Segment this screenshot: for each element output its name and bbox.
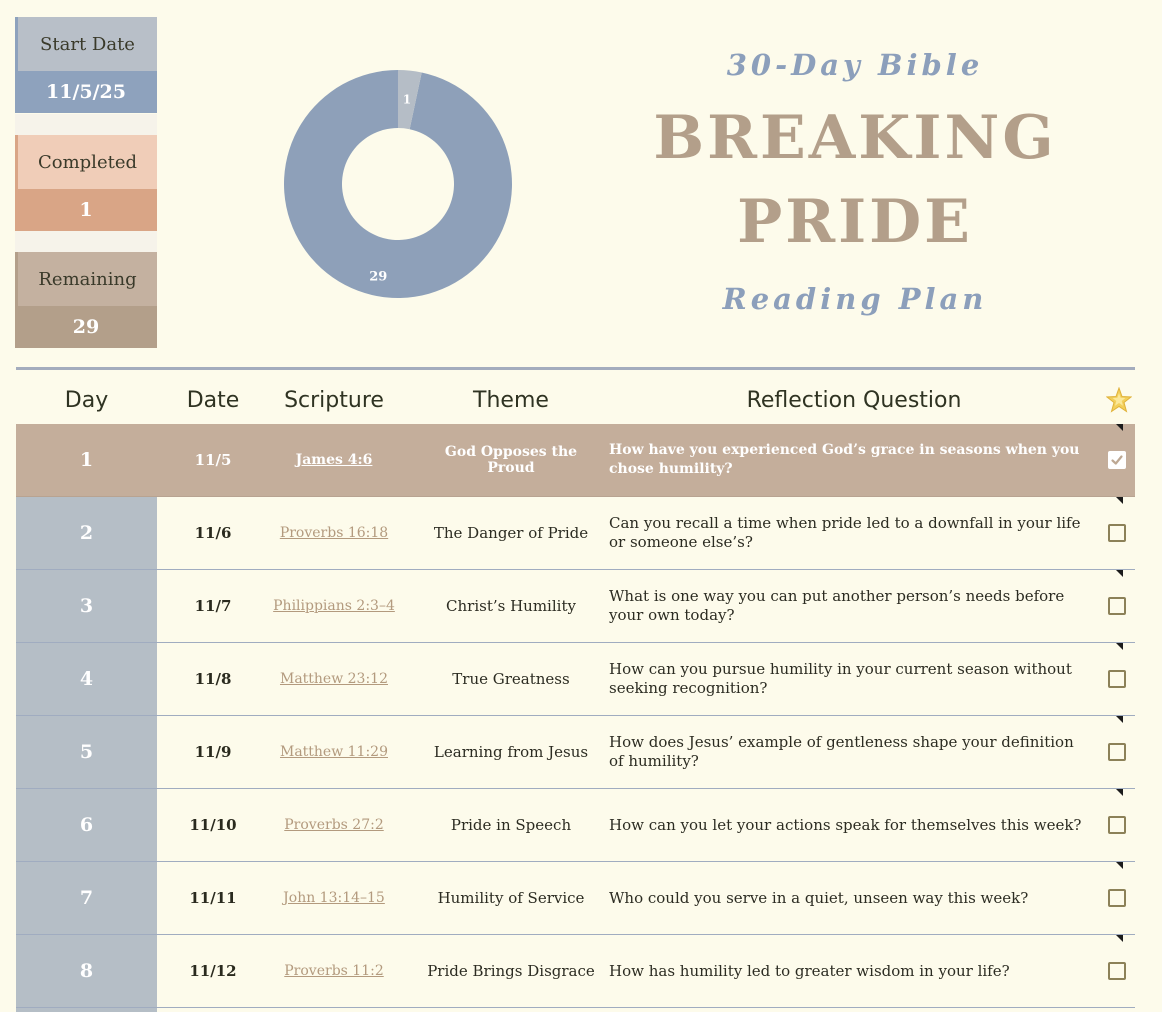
completion-checkbox[interactable]: [1108, 524, 1126, 542]
start-date-value[interactable]: 11/5/25: [15, 71, 157, 113]
progress-donut-chart: [283, 69, 513, 299]
day-cell: 8: [16, 935, 157, 1007]
start-date-label: Start Date: [15, 17, 157, 71]
checkbox-cell: [1099, 424, 1135, 496]
theme-cell: The Danger of Pride: [433, 524, 589, 542]
title-line-1: 30-Day Bible: [726, 48, 984, 82]
day-cell: 3: [16, 570, 157, 642]
table-row: [16, 716, 1135, 789]
card-spacer: [15, 114, 157, 135]
remaining-label: Remaining: [15, 252, 157, 306]
column-header-day: Day: [64, 387, 109, 413]
checkbox-cell: [1099, 643, 1135, 715]
completion-checkbox[interactable]: [1108, 670, 1126, 688]
table-row: [16, 935, 1135, 1008]
day-cell: 4: [16, 643, 157, 715]
donut-label-remaining: 29: [369, 269, 388, 285]
column-header-reflection: Reflection Question: [746, 387, 962, 413]
next-row-day-cell: [16, 1008, 157, 1012]
reflection-question-cell: How has humility led to greater wisdom in your life?: [609, 961, 1010, 980]
completion-checkbox[interactable]: [1108, 743, 1126, 761]
reflection-question-cell: How can you pursue humility in your current season without seeking recognition?: [609, 660, 1072, 697]
day-cell: 7: [16, 862, 157, 934]
checkbox-cell: [1099, 789, 1135, 861]
star-icon: [1106, 387, 1132, 413]
scripture-link[interactable]: Matthew 11:29: [279, 744, 388, 760]
table-row: [16, 424, 1135, 497]
checkbox-cell: [1099, 862, 1135, 934]
scripture-link[interactable]: Proverbs 11:2: [284, 963, 384, 979]
table-row: [16, 570, 1135, 643]
column-header-scripture: Scripture: [284, 387, 384, 413]
theme-cell: Learning from Jesus: [433, 743, 589, 761]
completion-checkbox[interactable]: [1108, 597, 1126, 615]
table-row: [16, 497, 1135, 570]
scripture-link[interactable]: James 4:6: [295, 452, 373, 468]
remaining-value: 29: [15, 306, 157, 348]
checkbox-cell: [1099, 716, 1135, 788]
completion-checkbox[interactable]: [1108, 962, 1126, 980]
date-cell: 11/11: [189, 889, 237, 907]
theme-cell: Christ’s Humility: [446, 597, 576, 615]
checkbox-cell: [1099, 497, 1135, 569]
date-cell: 11/6: [194, 524, 232, 542]
theme-cell: Humility of Service: [437, 889, 585, 907]
completion-checkbox[interactable]: [1108, 451, 1126, 469]
reflection-question-cell: What is one way you can put another person’s needs before your own today?: [609, 587, 1065, 624]
title-line-4: Reading Plan: [722, 282, 988, 316]
date-cell: 11/8: [194, 670, 232, 688]
date-cell: 11/5: [194, 451, 232, 469]
reflection-question-cell: Can you recall a time when pride led to a downfall in your life or someone else’s?: [609, 514, 1081, 551]
scripture-link[interactable]: Matthew 23:12: [279, 671, 388, 687]
checkmark-icon: [1110, 453, 1124, 467]
date-cell: 11/12: [189, 962, 237, 980]
remaining-card: [15, 252, 157, 348]
day-cell: 2: [16, 497, 157, 569]
reflection-question-cell: Who could you serve in a quiet, unseen way this week?: [609, 888, 1029, 907]
theme-cell: True Greatness: [452, 670, 570, 688]
reflection-question-cell: How have you experienced God’s grace in seasons when you chose humility?: [609, 442, 1080, 477]
card-spacer: [15, 231, 157, 252]
scripture-link[interactable]: Proverbs 27:2: [284, 817, 384, 833]
date-cell: 11/9: [194, 743, 232, 761]
completion-checkbox[interactable]: [1108, 816, 1126, 834]
donut-label-completed: 1: [402, 92, 412, 107]
table-row: [16, 643, 1135, 716]
date-cell: 11/7: [194, 597, 232, 615]
scripture-link[interactable]: John 13:14–15: [283, 890, 385, 906]
completed-label: Completed: [15, 135, 157, 189]
checkbox-cell: [1099, 570, 1135, 642]
checkbox-cell: [1099, 935, 1135, 1007]
completed-value: 1: [15, 189, 157, 231]
day-cell: 5: [16, 716, 157, 788]
completion-checkbox[interactable]: [1108, 889, 1126, 907]
completed-card: [15, 135, 157, 231]
theme-cell: Pride Brings Disgrace: [427, 962, 595, 980]
title-line-2: BREAKING: [653, 103, 1057, 173]
reflection-question-cell: How can you let your actions speak for themselves this week?: [609, 815, 1082, 834]
day-cell: 1: [79, 449, 94, 471]
table-row: [16, 789, 1135, 862]
theme-cell: God Opposes the Proud: [444, 444, 578, 476]
theme-cell: Pride in Speech: [450, 816, 572, 834]
scripture-link[interactable]: Philippians 2:3–4: [273, 598, 395, 614]
column-header-theme: Theme: [473, 387, 549, 413]
title-line-3: PRIDE: [737, 187, 973, 257]
column-header-date: Date: [186, 387, 240, 413]
table-row: [16, 862, 1135, 935]
column-header-status: [1101, 380, 1137, 420]
table-top-rule: [16, 367, 1135, 370]
scripture-link[interactable]: Proverbs 16:18: [279, 525, 389, 541]
day-cell: 6: [16, 789, 157, 861]
reflection-question-cell: How does Jesus’ example of gentleness shape your definition of humility?: [609, 733, 1074, 770]
date-cell: 11/10: [189, 816, 237, 834]
start-date-card: [15, 17, 157, 113]
